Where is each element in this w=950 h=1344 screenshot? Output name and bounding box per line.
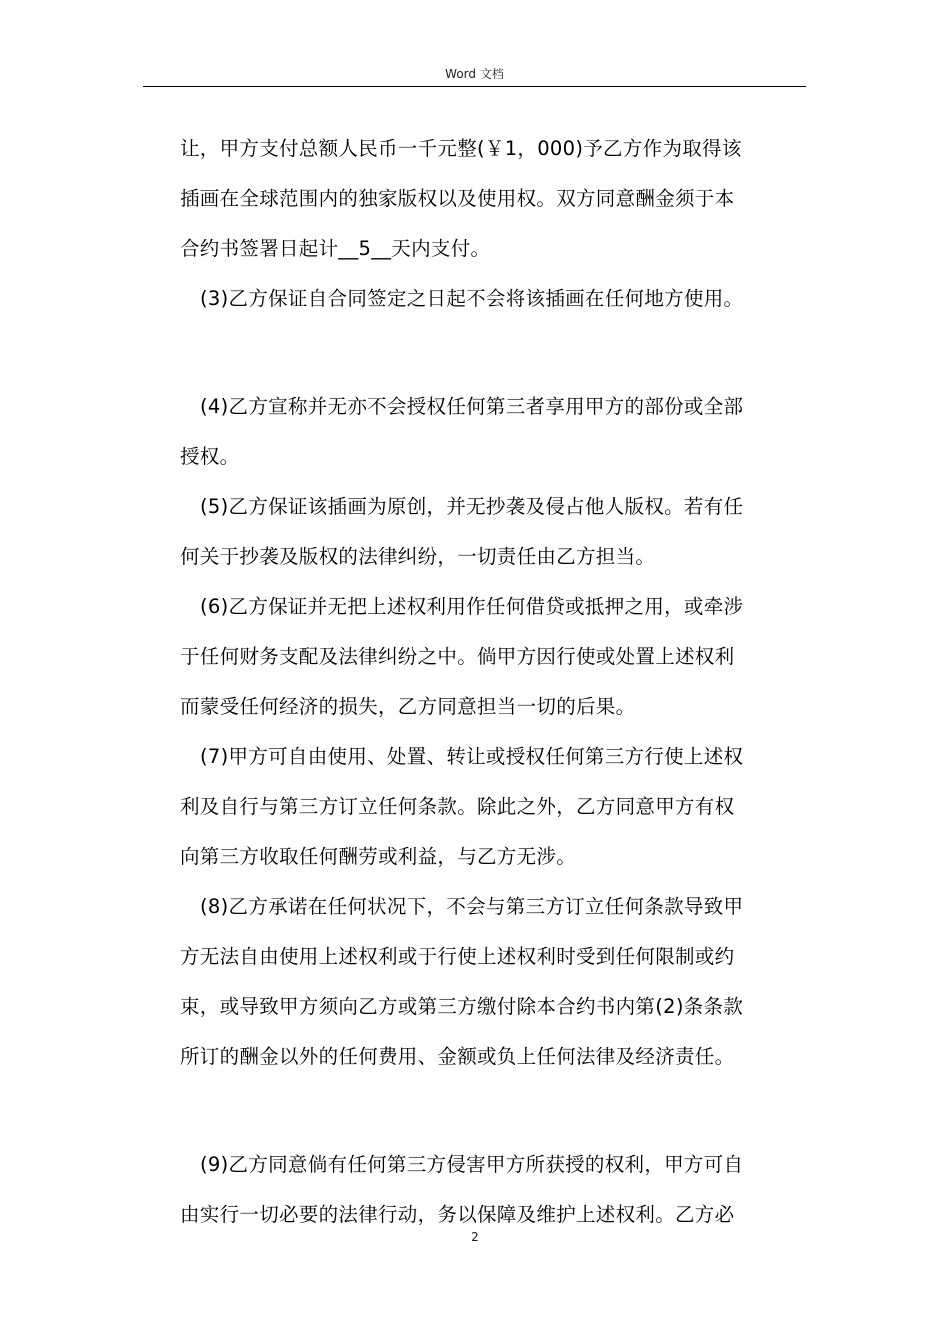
paragraph [180, 582, 810, 732]
text-line: 利及自行与第三方订立任何条款。除此之外，乙方同意甲方有权 [180, 795, 735, 818]
text-line: (6)乙方保证并无把上述权利用作任何借贷或抵押之用，或牵涉 [200, 595, 744, 618]
text-line: 束，或导致甲方须向乙方或第三方缴付除本合约书内第(2)条条款 [180, 995, 744, 1018]
paragraph [180, 274, 810, 324]
text-line: 由实行一切必要的法律行动，务以保障及维护上述权利。乙方必 [180, 1203, 735, 1226]
text-line: 插画在全球范围内的独家版权以及使用权。双方同意酬金须于本 [180, 187, 735, 210]
paragraph [180, 882, 810, 1082]
paragraph-gap [180, 1082, 810, 1140]
text-line: (4)乙方宣称并无亦不会授权任何第三者享用甲方的部份或全部 [200, 395, 744, 418]
text-line: (3)乙方保证自合同签定之日起不会将该插画在任何地方使用。 [200, 287, 744, 310]
paragraph [180, 382, 810, 482]
page-number: 2 [471, 1230, 479, 1244]
paragraph [180, 482, 810, 582]
text-line: (9)乙方同意倘有任何第三方侵害甲方所获授的权利，甲方可自 [200, 1153, 744, 1176]
text-line: 于任何财务支配及法律纠纷之中。倘甲方因行使或处置上述权利 [180, 645, 735, 668]
text-line: (5)乙方保证该插画为原创，并无抄袭及侵占他人版权。若有任 [200, 495, 744, 518]
paragraph [180, 124, 810, 274]
text-line: 让，甲方支付总额人民币一千元整(￥1，000)予乙方作为取得该 [180, 137, 742, 160]
paragraph [180, 732, 810, 882]
text-line: (8)乙方承诺在任何状况下，不会与第三方订立任何条款导致甲 [200, 895, 744, 918]
text-line: 向第三方收取任何酬劳或利益，与乙方无涉。 [180, 845, 577, 868]
text-line: 合约书签署日起计__5__天内支付。 [180, 237, 491, 260]
text-line: 何关于抄袭及版权的法律纠纷，一切责任由乙方担当。 [180, 545, 656, 568]
text-line: 所订的酬金以外的任何费用、金额或负上任何法律及经济责任。 [180, 1045, 735, 1068]
text-line: 授权。 [180, 445, 240, 468]
document-body [180, 124, 810, 1240]
page-header: Word 文档 [445, 67, 504, 81]
header-divider [143, 86, 806, 87]
paragraph-gap [180, 324, 810, 382]
text-line: (7)甲方可自由使用、处置、转让或授权任何第三方行使上述权 [200, 745, 744, 768]
text-line: 而蒙受任何经济的损失，乙方同意担当一切的后果。 [180, 695, 636, 718]
text-line: 方无法自由使用上述权利或于行使上述权利时受到任何限制或约 [180, 945, 735, 968]
paragraph [180, 1140, 810, 1240]
